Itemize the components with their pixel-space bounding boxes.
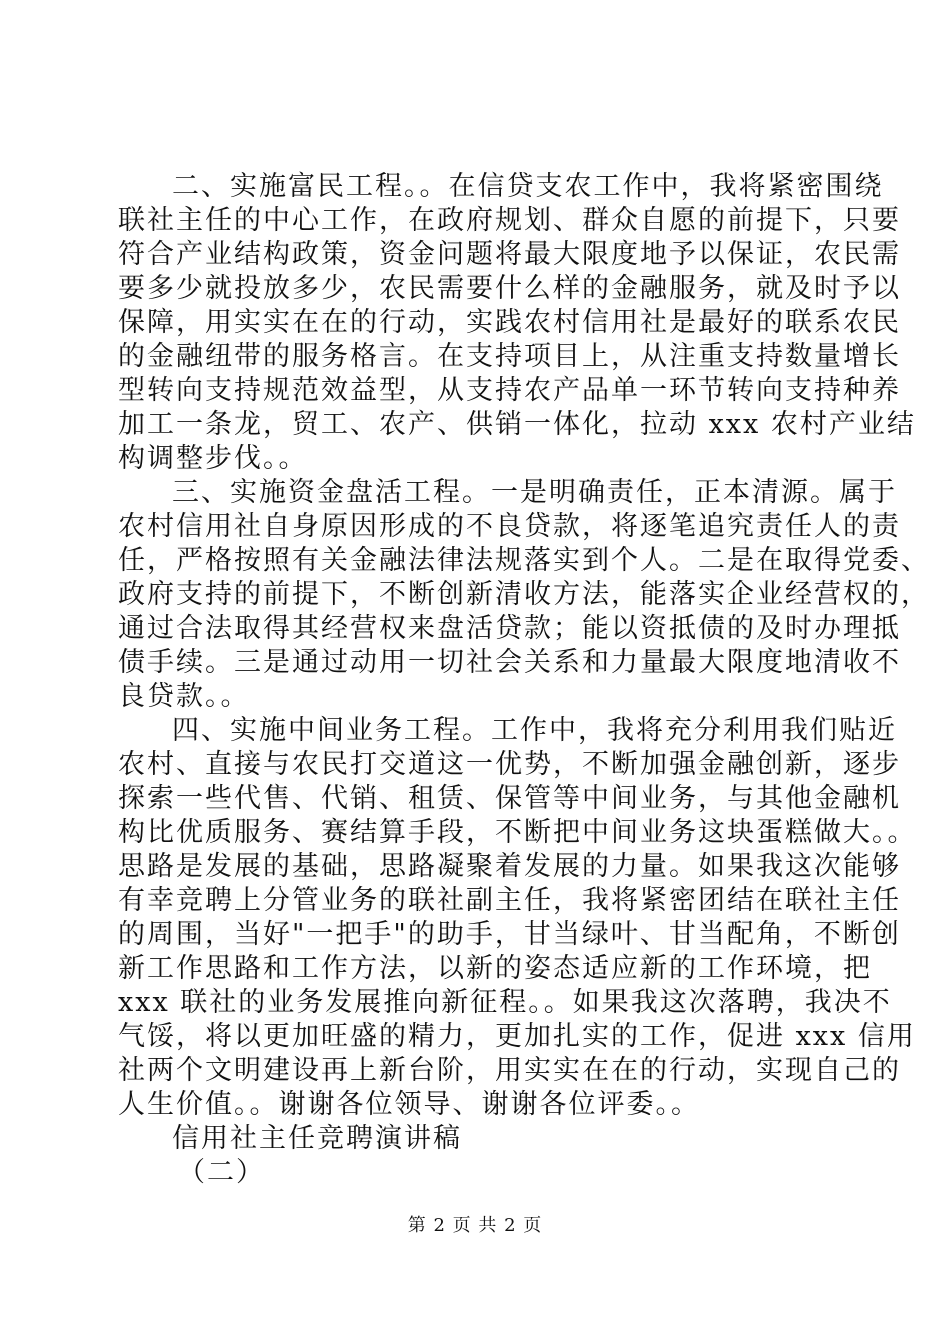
text-line: 构比优质服务、赛结算手段，不断把中间业务这块蛋糕做大。。 bbox=[118, 817, 917, 848]
text-line: 符合产业结构政策，资金问题将最大限度地予以保证，农民需 bbox=[118, 239, 901, 270]
text-line: 二、实施富民工程。。在信贷支农工作中，我将紧密围绕 bbox=[172, 171, 884, 202]
text-line: 任，严格按照有关金融法律法规落实到个人。二是在取得党委、 bbox=[118, 545, 930, 576]
paragraph-capital-revitalization-project bbox=[118, 476, 930, 714]
text-line: 三、实施资金盘活工程。一是明确责任，正本清源。属于 bbox=[172, 477, 897, 508]
text-line: 良贷款。。 bbox=[118, 681, 250, 712]
text-line: 债手续。三是通过动用一切社会关系和力量最大限度地清收不 bbox=[118, 647, 901, 678]
text-line: 探索一些代售、代销、租赁、保管等中间业务，与其他金融机 bbox=[118, 783, 901, 814]
text-line: 四、实施中间业务工程。工作中，我将充分利用我们贴近 bbox=[172, 715, 897, 746]
text-line: 新工作思路和工作方法，以新的姿态适应新的工作环境，把 bbox=[118, 953, 872, 984]
paragraph-rich-farmer-project bbox=[118, 170, 916, 476]
text-line: 思路是发展的基础，思路凝聚着发展的力量。如果我这次能够 bbox=[118, 851, 901, 882]
next-document-title: 信用社主任竞聘演讲稿 bbox=[172, 1123, 462, 1154]
text-line: 农村、直接与农民打交道这一优势，不断加强金融创新，逐步 bbox=[118, 749, 901, 780]
page-number-footer: 第 2 页 共 2 页 bbox=[407, 1215, 543, 1236]
text-line: 通过合法取得其经营权来盘活贷款；能以资抵债的及时办理抵 bbox=[118, 613, 901, 644]
text-line: 有幸竞聘上分管业务的联社副主任，我将紧密团结在联社主任 bbox=[118, 885, 901, 916]
text-line: 人生价值。。谢谢各位领导、谢谢各位评委。。 bbox=[118, 1089, 700, 1120]
text-line: 保障，用实实在在的行动，实践农村信用社是最好的联系农民 bbox=[118, 307, 901, 338]
text-line: 的金融纽带的服务格言。在支持项目上，从注重支持数量增长 bbox=[118, 341, 901, 372]
text-line: 要多少就投放多少，农民需要什么样的金融服务，就及时予以 bbox=[118, 273, 901, 304]
text-line: xxx 联社的业务发展推向新征程。。如果我这次落聘，我决不 bbox=[118, 987, 892, 1018]
next-document-subtitle: （二） bbox=[178, 1157, 265, 1188]
text-line: 联社主任的中心工作，在政府规划、群众自愿的前提下，只要 bbox=[118, 205, 901, 236]
text-line: 加工一条龙，贸工、农产、供销一体化，拉动 xxx 农村产业结 bbox=[118, 409, 916, 440]
text-line: 构调整步伐。。 bbox=[118, 443, 308, 474]
text-line: 气馁，将以更加旺盛的精力，更加扎实的工作，促进 xxx 信用 bbox=[118, 1021, 916, 1052]
paragraph-intermediary-business-project bbox=[118, 714, 917, 1122]
text-line: 的周围，当好"一把手"的助手，甘当绿叶、甘当配角，不断创 bbox=[118, 919, 901, 950]
text-line: 农村信用社自身原因形成的不良贷款，将逐笔追究责任人的责 bbox=[118, 511, 901, 542]
document-body bbox=[118, 170, 930, 1190]
text-line: 政府支持的前提下，不断创新清收方法，能落实企业经营权的， bbox=[118, 579, 930, 610]
text-line: 型转向支持规范效益型，从支持农产品单一环节转向支持种养 bbox=[118, 375, 901, 406]
text-line: 社两个文明建设再上新台阶，用实实在在的行动，实现自己的 bbox=[118, 1055, 901, 1086]
